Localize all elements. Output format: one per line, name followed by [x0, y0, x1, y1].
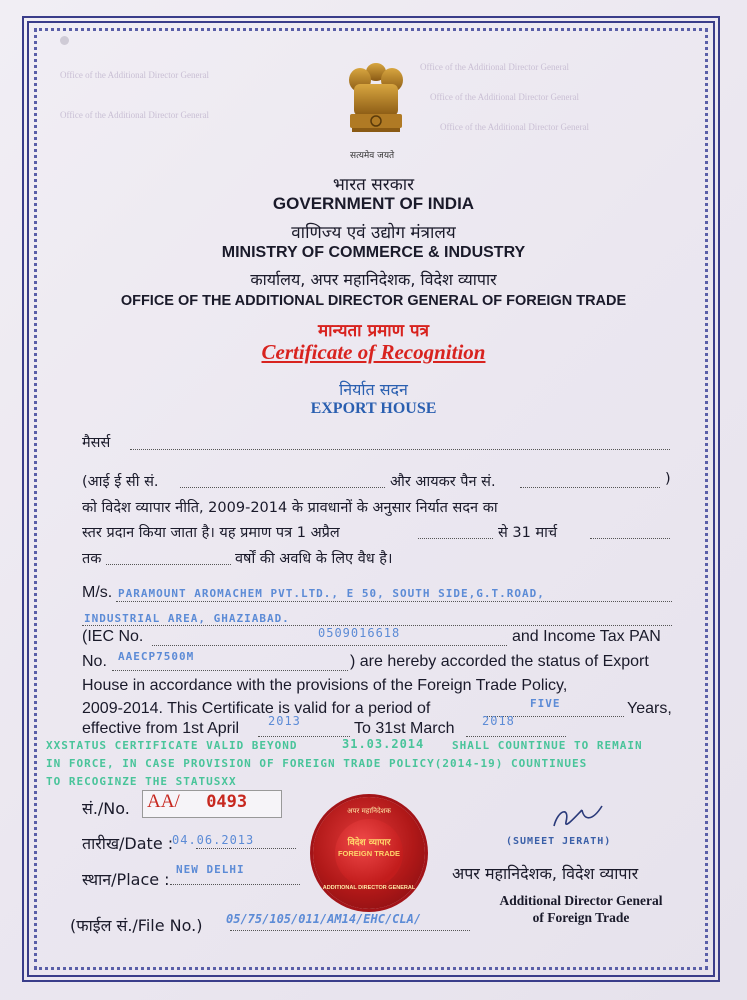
hindi-government: भारत सरकार	[332, 175, 415, 195]
ministry-heading: MINISTRY OF COMMERCE & INDUSTRY	[221, 244, 526, 261]
blank-line	[520, 487, 660, 488]
ashoka-emblem-icon	[340, 58, 412, 150]
status-title: EXPORT HOUSE	[310, 400, 437, 417]
pan-number: AAECP7500M	[118, 650, 195, 663]
blank-line	[106, 564, 231, 565]
watermark-text: Office of the Additional Director General	[430, 92, 580, 102]
hindi-messrs-label: मैसर्स	[82, 435, 111, 451]
hindi-line-2a: स्तर प्रदान किया जाता है। यह प्रमाण पत्र 1 अप्रैल	[82, 525, 340, 541]
government-heading: GOVERNMENT OF INDIA	[272, 194, 475, 213]
stamp-date: 31.03.2014	[342, 737, 425, 751]
blank-line	[466, 736, 566, 737]
blank-line	[112, 670, 348, 671]
firm-address: INDUSTRIAL AREA, GHAZIABAD.	[84, 612, 290, 625]
place-label: स्थान/Place :	[82, 870, 170, 889]
firm-name: PARAMOUNT AROMACHEM PVT.LTD., E 50, SOUTH SIDE,G.T.ROAD,	[118, 587, 545, 600]
ms-label: M/s.	[82, 584, 113, 601]
seal-mid-english: FOREIGN TRADE	[337, 849, 401, 858]
hindi-line-3a: तक	[82, 551, 102, 567]
stamp-line-1b: SHALL COUNTINUE TO REMAIN	[452, 739, 643, 752]
blank-line	[258, 736, 350, 737]
watermark-text: Office of the Additional Director General	[420, 62, 570, 72]
iec-label: (IEC No.	[82, 628, 144, 645]
years-label: Years,	[627, 700, 672, 717]
punch-hole	[60, 36, 69, 45]
blank-line	[116, 601, 672, 602]
blank-line	[130, 449, 670, 450]
cert-no-prefix: AA/	[147, 791, 180, 812]
hindi-pan-label: और आयकर पैन सं.	[390, 474, 496, 490]
seal-mid-hindi: विदेश व्यापार	[347, 838, 391, 848]
pan-no-label: No.	[82, 653, 107, 670]
signature-icon	[548, 800, 608, 836]
year-to: 2018	[482, 714, 515, 728]
place-value: NEW DELHI	[176, 863, 245, 876]
watermark-text: Office of the Additional Director General	[60, 110, 210, 120]
date-label: तारीख/Date :	[82, 834, 174, 853]
period-value: FIVE	[530, 697, 561, 710]
file-no-value: 05/75/105/011/AM14/EHC/CLA/	[226, 912, 422, 926]
signatory-title-2: of Foreign Trade	[532, 910, 630, 925]
signatory-name: (SUMEET JERATH)	[506, 836, 612, 847]
cert-no-box	[142, 790, 282, 818]
blank-line	[418, 538, 493, 539]
hindi-ministry: वाणिज्य एवं उद्योग मंत्रालय	[291, 223, 456, 243]
stamp-line-1: XXSTATUS CERTIFICATE VALID BEYOND	[46, 739, 298, 752]
effective-from-label: effective from 1st April	[82, 720, 240, 737]
status-hindi: निर्यात सदन	[339, 380, 408, 399]
certificate-title: Certificate of Recognition	[261, 340, 486, 364]
watermark-text: Office of the Additional Director General	[60, 70, 210, 80]
effective-to-label: To 31st March	[354, 720, 455, 737]
wax-seal-icon	[313, 797, 425, 909]
blank-line	[230, 930, 470, 931]
period-line: 2009-2014. This Certificate is valid for a period of	[82, 700, 431, 717]
house-line: House in accordance with the provisions of the Foreign Trade Policy,	[82, 677, 568, 694]
seal-top-text: अपर महानिदेशक	[347, 807, 391, 815]
seal-ring-text: ADDITIONAL DIRECTOR GENERAL	[322, 885, 416, 891]
signatory-hindi-title: अपर महानिदेशक, विदेश व्यापार	[452, 864, 639, 883]
hindi-line-1: को विदेश व्यापार नीति, 2009-2014 के प्रावधानों के अनुसार निर्यात सदन का	[82, 500, 498, 516]
office-heading: OFFICE OF THE ADDITIONAL DIRECTOR GENERAL OF FOREIGN TRADE	[120, 293, 627, 309]
blank-line	[170, 884, 300, 885]
hindi-line-3b: वर्षों की अवधि के लिए वैध है।	[235, 551, 393, 567]
certificate-hindi-title: मान्यता प्रमाण पत्र	[318, 321, 429, 341]
blank-line	[590, 538, 670, 539]
blank-line	[196, 848, 296, 849]
hindi-iec-label: (आई ई सी सं.	[82, 474, 159, 490]
blank-line	[152, 645, 507, 646]
pan-label: and Income Tax PAN	[512, 628, 661, 645]
cert-no-value: 0493	[206, 792, 248, 812]
hindi-office: कार्यालय, अपर महानिदेशक, विदेश व्यापार	[250, 270, 497, 289]
cert-no-label: सं./No.	[82, 799, 130, 818]
year-from: 2013	[268, 714, 301, 728]
hindi-close-paren: )	[665, 471, 671, 487]
blank-line	[180, 487, 385, 488]
date-value: 04.06.2013	[172, 833, 255, 847]
file-no-label: (फाईल सं./File No.)	[70, 916, 203, 935]
emblem-motto: सत्यमेव जयते	[350, 151, 395, 161]
stamp-line-3: TO RECOGINZE THE STATUSXX	[46, 775, 237, 788]
iec-number: 0509016618	[318, 626, 401, 640]
status-line: ) are hereby accorded the status of Export	[350, 653, 649, 670]
signatory-title-1: Additional Director General	[499, 893, 663, 908]
watermark-text: Office of the Additional Director General	[440, 122, 590, 132]
stamp-line-2: IN FORCE, IN CASE PROVISION OF FOREIGN TRADE POLICY(2014-19) COUNTINUES	[46, 757, 588, 770]
hindi-line-2b: से 31 मार्च	[498, 525, 558, 541]
